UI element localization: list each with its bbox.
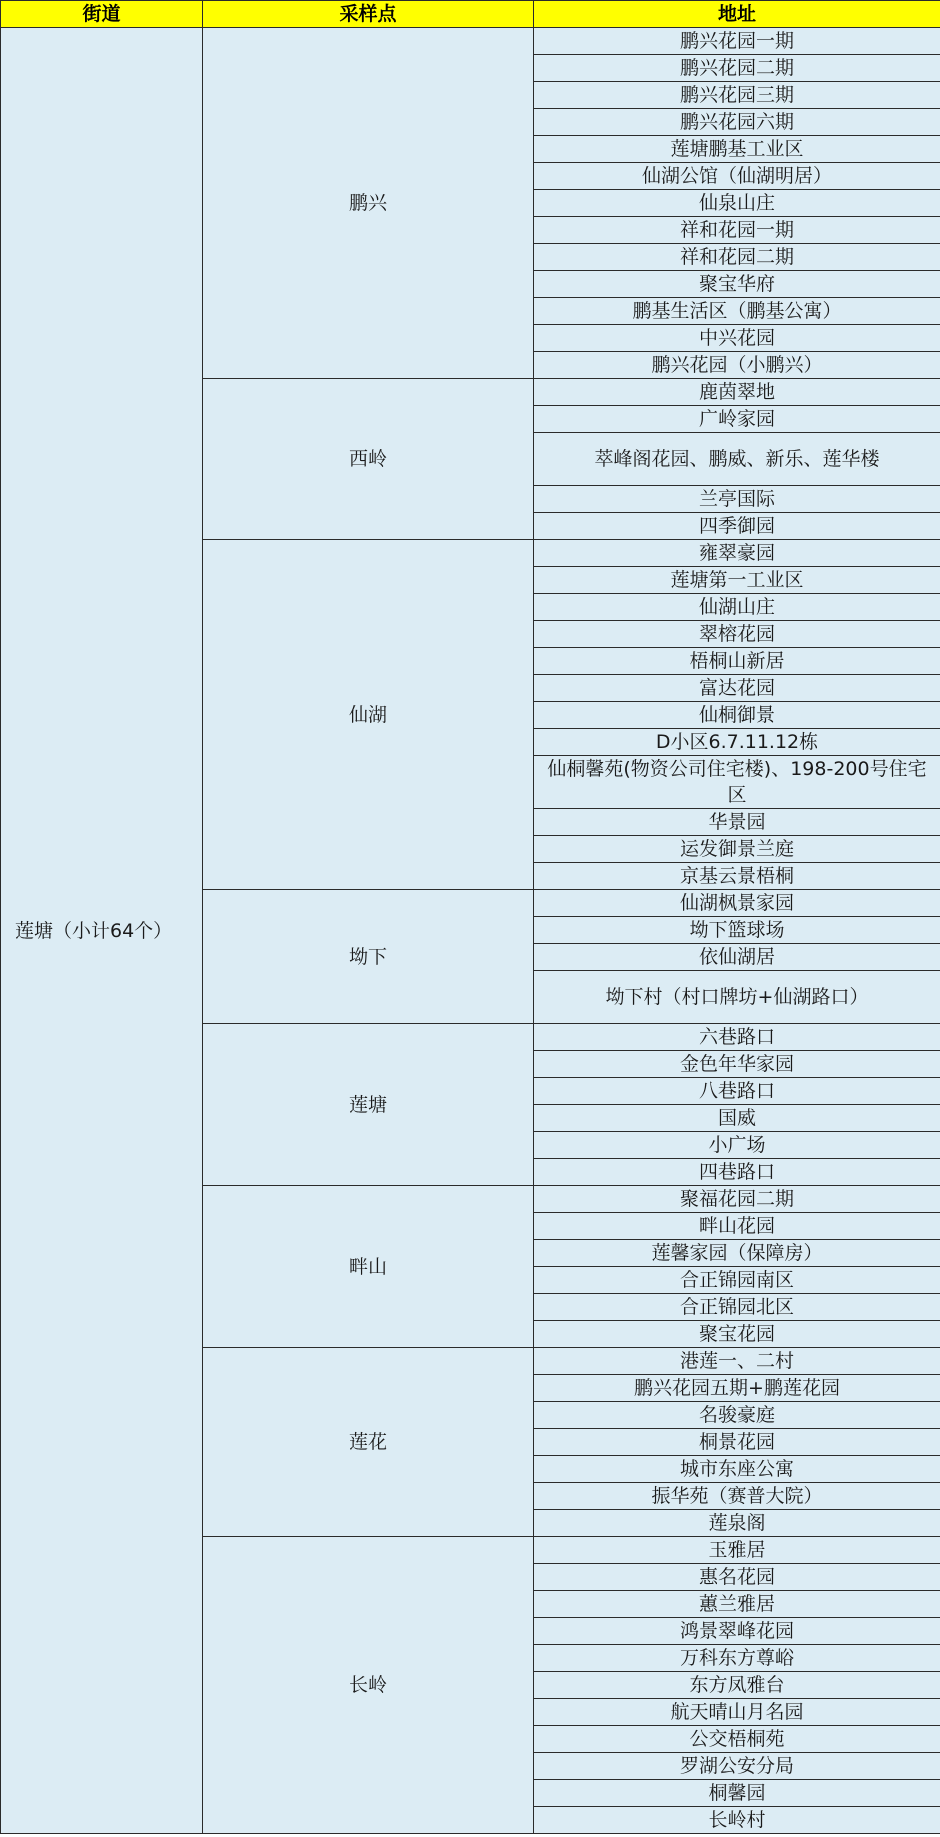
address-cell[interactable]: D小区6.7.11.12栋: [534, 729, 940, 756]
site-cell[interactable]: 莲塘: [203, 1024, 534, 1186]
address-cell[interactable]: 鹿茵翠地: [534, 379, 940, 406]
address-cell[interactable]: 桐馨园: [534, 1780, 940, 1807]
address-cell[interactable]: 鹏兴花园二期: [534, 55, 940, 82]
address-cell[interactable]: 鹏兴花园五期+鹏莲花园: [534, 1375, 940, 1402]
address-cell[interactable]: 玉雅居: [534, 1537, 940, 1564]
site-cell[interactable]: 长岭: [203, 1537, 534, 1834]
address-cell[interactable]: 莲泉阁: [534, 1510, 940, 1537]
address-cell[interactable]: 罗湖公安分局: [534, 1753, 940, 1780]
address-cell[interactable]: 国威: [534, 1105, 940, 1132]
address-cell[interactable]: 聚宝华府: [534, 271, 940, 298]
address-cell[interactable]: 坳下村（村口牌坊+仙湖路口）: [534, 971, 940, 1024]
address-cell[interactable]: 金色年华家园: [534, 1051, 940, 1078]
address-cell[interactable]: 京基云景梧桐: [534, 863, 940, 890]
address-cell[interactable]: 畔山花园: [534, 1213, 940, 1240]
address-cell[interactable]: 中兴花园: [534, 325, 940, 352]
site-cell[interactable]: 畔山: [203, 1186, 534, 1348]
address-cell[interactable]: 惠名花园: [534, 1564, 940, 1591]
address-cell[interactable]: 仙湖山庄: [534, 594, 940, 621]
address-cell[interactable]: 莲塘第一工业区: [534, 567, 940, 594]
address-cell[interactable]: 祥和花园一期: [534, 217, 940, 244]
table-row: [1, 28, 940, 55]
address-cell[interactable]: 鹏兴花园一期: [534, 28, 940, 55]
address-cell[interactable]: 桐景花园: [534, 1429, 940, 1456]
address-cell[interactable]: 仙桐馨苑(物资公司住宅楼)、198-200号住宅区: [534, 756, 940, 809]
address-cell[interactable]: 六巷路口: [534, 1024, 940, 1051]
address-cell[interactable]: 翠榕花园: [534, 621, 940, 648]
address-cell[interactable]: 聚宝花园: [534, 1321, 940, 1348]
address-cell[interactable]: 鹏基生活区（鹏基公寓）: [534, 298, 940, 325]
table-body: [1, 28, 940, 1834]
site-cell[interactable]: 坳下: [203, 890, 534, 1024]
address-cell[interactable]: 航天晴山月名园: [534, 1699, 940, 1726]
address-cell[interactable]: 依仙湖居: [534, 944, 940, 971]
address-cell[interactable]: 仙桐御景: [534, 702, 940, 729]
site-cell[interactable]: 仙湖: [203, 540, 534, 890]
address-cell[interactable]: 鸿景翠峰花园: [534, 1618, 940, 1645]
address-cell[interactable]: 四巷路口: [534, 1159, 940, 1186]
address-cell[interactable]: 蕙兰雅居: [534, 1591, 940, 1618]
site-cell[interactable]: 西岭: [203, 379, 534, 540]
address-cell[interactable]: 仙湖公馆（仙湖明居）: [534, 163, 940, 190]
header-row: [1, 1, 940, 28]
address-cell[interactable]: 长岭村: [534, 1807, 940, 1834]
address-cell[interactable]: 莲馨家园（保障房）: [534, 1240, 940, 1267]
site-cell[interactable]: 莲花: [203, 1348, 534, 1537]
address-cell[interactable]: 万科东方尊峪: [534, 1645, 940, 1672]
address-cell[interactable]: 梧桐山新居: [534, 648, 940, 675]
address-cell[interactable]: 鹏兴花园三期: [534, 82, 940, 109]
address-cell[interactable]: 名骏豪庭: [534, 1402, 940, 1429]
address-cell[interactable]: 八巷路口: [534, 1078, 940, 1105]
street-cell[interactable]: 莲塘（小计64个）: [1, 28, 203, 1834]
address-cell[interactable]: 合正锦园北区: [534, 1294, 940, 1321]
address-cell[interactable]: 富达花园: [534, 675, 940, 702]
address-cell[interactable]: 萃峰阁花园、鹏威、新乐、莲华楼: [534, 433, 940, 486]
address-cell[interactable]: 四季御园: [534, 513, 940, 540]
address-cell[interactable]: 小广场: [534, 1132, 940, 1159]
address-cell[interactable]: 鹏兴花园六期: [534, 109, 940, 136]
address-cell[interactable]: 振华苑（赛普大院）: [534, 1483, 940, 1510]
address-cell[interactable]: 仙湖枫景家园: [534, 890, 940, 917]
address-cell[interactable]: 广岭家园: [534, 406, 940, 433]
address-cell[interactable]: 聚福花园二期: [534, 1186, 940, 1213]
address-cell[interactable]: 合正锦园南区: [534, 1267, 940, 1294]
header-address[interactable]: 地址: [534, 1, 940, 28]
address-cell[interactable]: 仙泉山庄: [534, 190, 940, 217]
address-cell[interactable]: 城市东座公寓: [534, 1456, 940, 1483]
address-cell[interactable]: 兰亭国际: [534, 486, 940, 513]
address-cell[interactable]: 华景园: [534, 809, 940, 836]
header-site[interactable]: 采样点: [203, 1, 534, 28]
address-cell[interactable]: 莲塘鹏基工业区: [534, 136, 940, 163]
address-cell[interactable]: 祥和花园二期: [534, 244, 940, 271]
address-cell[interactable]: 鹏兴花园（小鹏兴）: [534, 352, 940, 379]
address-cell[interactable]: 雍翠豪园: [534, 540, 940, 567]
site-cell[interactable]: 鹏兴: [203, 28, 534, 379]
address-cell[interactable]: 运发御景兰庭: [534, 836, 940, 863]
address-cell[interactable]: 东方凤雅台: [534, 1672, 940, 1699]
address-cell[interactable]: 坳下篮球场: [534, 917, 940, 944]
header-street[interactable]: 街道: [1, 1, 203, 28]
address-cell[interactable]: 港莲一、二村: [534, 1348, 940, 1375]
address-cell[interactable]: 公交梧桐苑: [534, 1726, 940, 1753]
